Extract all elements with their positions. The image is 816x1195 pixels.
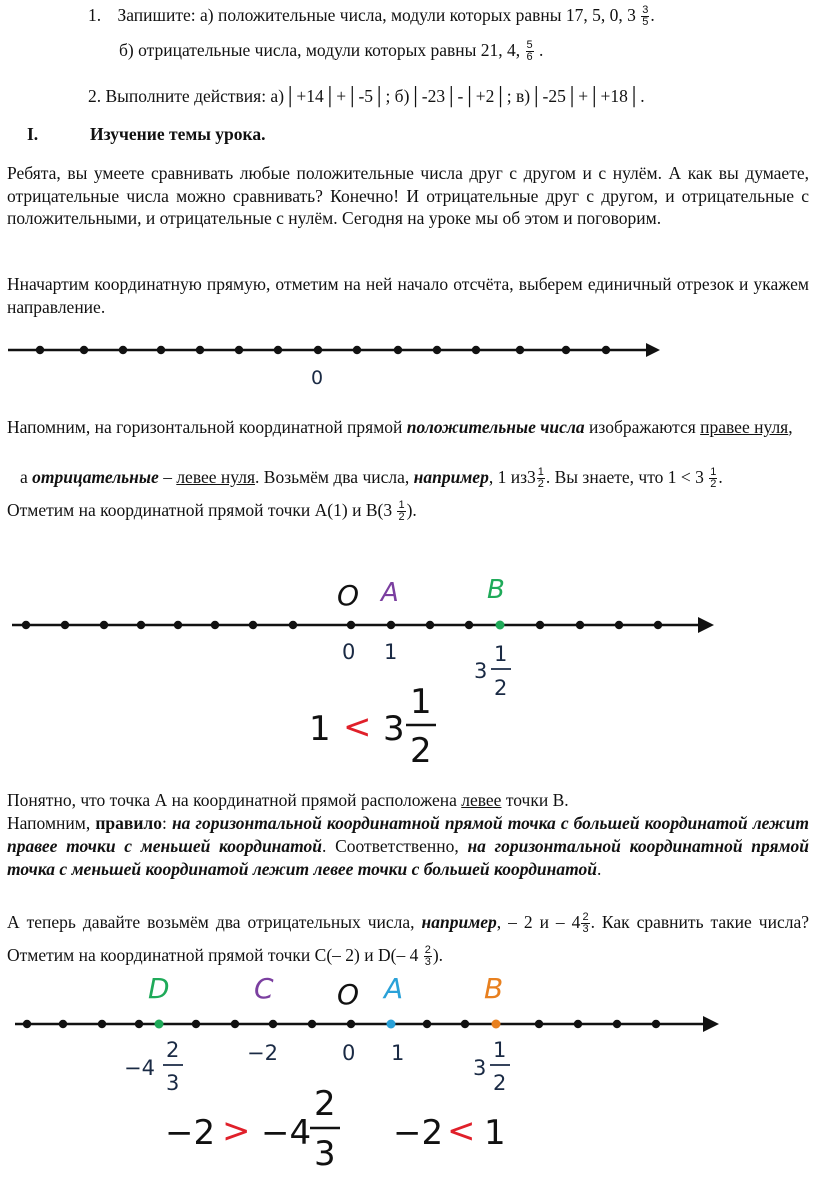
tick-dot xyxy=(231,1020,239,1028)
tick-dot xyxy=(119,346,127,354)
point-label-B: B xyxy=(484,972,504,1005)
ineq1-sign: > xyxy=(222,1111,251,1151)
tick-dot xyxy=(36,346,44,354)
tick-dot xyxy=(423,1020,431,1028)
tick-dot xyxy=(652,1020,660,1028)
tick-dot xyxy=(61,621,69,629)
tick-label-0: 0 xyxy=(342,1041,356,1065)
tick-dot xyxy=(562,346,570,354)
origin-label-O: O xyxy=(337,978,360,1011)
tick-dot xyxy=(289,621,297,629)
point-label-A: A xyxy=(381,578,399,608)
paragraph-remind: Напомним, на горизонтальной координатной прямой положительные числа изображаются правее нуля, xyxy=(7,417,793,437)
section-title: Изучение темы урока. xyxy=(90,124,266,144)
number-line-3 xyxy=(0,970,816,1195)
tick-dot xyxy=(249,621,257,629)
tick-dot xyxy=(516,346,524,354)
tick-dot xyxy=(135,1020,143,1028)
tick-dot xyxy=(387,621,395,629)
tick-dot xyxy=(211,621,219,629)
tick-dot xyxy=(576,621,584,629)
tick-label-B-den: 2 xyxy=(494,676,508,700)
ineq-den: 2 xyxy=(410,731,432,771)
tick-dot xyxy=(192,1020,200,1028)
tick-label-B-num: 1 xyxy=(494,642,508,666)
task-1-line-a: 1. Запишите: а) положительные числа, модули которых равны 17, 5, 0, 3 $\frac{3}{5}$ . xyxy=(88,4,655,29)
ineq2-right: 1 xyxy=(484,1113,506,1153)
tick-dot xyxy=(100,621,108,629)
tick-dot xyxy=(80,346,88,354)
point-B-dot xyxy=(492,1020,501,1029)
task-1-line-b: б) отрицательные числа, модули которых равны 21, 4, $\frac{5}{6}$ . xyxy=(119,39,544,64)
point-A-dot xyxy=(387,1020,396,1029)
point-D-dot xyxy=(155,1020,164,1029)
ineq-sign: < xyxy=(343,707,372,747)
task-1-b-text: б) отрицательные числа, модули которых равны 21, 4, xyxy=(119,40,521,60)
tick-label-C: −2 xyxy=(247,1041,278,1065)
tick-dot xyxy=(137,621,145,629)
task-1-a-fraction: $\frac{3}{5}$ xyxy=(642,4,649,29)
tick-dot xyxy=(347,621,355,629)
tick-dot xyxy=(394,346,402,354)
tick-dot xyxy=(174,621,182,629)
tick-dot xyxy=(59,1020,67,1028)
tick-dot xyxy=(426,621,434,629)
tick-dot xyxy=(574,1020,582,1028)
tick-dot xyxy=(157,346,165,354)
origin-label-O: O xyxy=(337,579,360,612)
tick-dot xyxy=(465,621,473,629)
ineq1-den: 3 xyxy=(314,1134,336,1174)
tick-dot xyxy=(23,1020,31,1028)
tick-label-B-whole: 3 xyxy=(474,659,488,683)
tick-dot xyxy=(22,621,30,629)
axis-arrow xyxy=(703,1016,719,1032)
ineq-whole: 3 xyxy=(383,709,405,749)
tick-dot xyxy=(536,621,544,629)
point-label-D: D xyxy=(148,972,170,1005)
tick-dot xyxy=(654,621,662,629)
ineq1-left: −2 xyxy=(165,1113,216,1153)
axis-arrow xyxy=(646,343,660,357)
tick-dot xyxy=(274,346,282,354)
paragraph-conclusion: Понятно, что точка А на координатной прямой расположена левее точки В. xyxy=(7,790,569,810)
task-1-b-fraction: $\frac{5}{6}$ xyxy=(526,39,533,64)
paragraph-remind-2: а отрицательные – левее нуля. Возьмём два числа, например, 1 из3 $\frac{1}{2}$ . Вы знаете, что 1 < 3 $\frac{1}{2}$ . xyxy=(20,466,723,491)
paragraph-intro: Ребята, вы умеете сравнивать любые положительные числа друг с другом и с нулём. А как вы думаете, отрицательные числа можно сравнивать? Конечно! И отрицательные друг с другом, и отрицательные с положительными, и отрицательные с нулём. Сегодня на уроке мы об этом и поговорим. xyxy=(7,163,809,228)
point-label-A: A xyxy=(384,972,404,1005)
paragraph-draw-line: Нначартим координатную прямую, отметим на ней начало отсчёта, выберем единичный отрезок и укажем направление. xyxy=(7,274,809,317)
tick-dot xyxy=(308,1020,316,1028)
ineq2-sign: < xyxy=(447,1111,476,1151)
tick-dot xyxy=(347,1020,355,1028)
tick-label-0: 0 xyxy=(342,640,356,664)
number-line-1 xyxy=(0,330,816,390)
tick-label-B-num: 1 xyxy=(493,1038,507,1062)
point-B-dot xyxy=(496,621,505,630)
axis-arrow xyxy=(698,617,714,633)
paragraph-mark-points: Отметим на координатной прямой точки А(1) и В(3 $\frac{1}{2}$ ). xyxy=(7,499,417,524)
tick-dot xyxy=(472,346,480,354)
section-number: I. xyxy=(27,124,39,144)
task-1-number: 1. xyxy=(88,5,102,25)
tick-dot xyxy=(196,346,204,354)
tick-dot xyxy=(314,346,322,354)
task-1-a-text: Запишите: а) положительные числа, модули которых равны 17, 5, 0, 3 xyxy=(117,5,636,25)
tick-label-zero: 0 xyxy=(311,367,324,389)
ineq-num: 1 xyxy=(410,682,432,722)
ineq2-left: −2 xyxy=(393,1113,444,1153)
tick-label-D-whole: −4 xyxy=(124,1056,155,1080)
paragraph-rule: Напомним, правило: на горизонтальной координатной прямой точка с большей координатой лежит правее точки с меньшей координатой. Соответственно, на горизонтальной координатной прямой точка с меньшей координатой лежит левее точки с большей координатой. xyxy=(7,813,810,879)
tick-dot xyxy=(461,1020,469,1028)
ineq1-whole: −4 xyxy=(261,1113,312,1153)
paragraph-negatives: А теперь давайте возьмём два отрицательных числа, например, – 2 и – 4 $\frac{2}{3}$ . Как сравнить такие числа? Отметим на координатной прямой точки С(– 2) и D(– 4 $\frac{2}{3}$ ). xyxy=(7,911,809,969)
point-label-C: C xyxy=(254,972,274,1005)
tick-label-B-whole: 3 xyxy=(473,1056,487,1080)
point-label-B: B xyxy=(487,575,505,605)
tick-dot xyxy=(615,621,623,629)
tick-dot xyxy=(98,1020,106,1028)
tick-dot xyxy=(613,1020,621,1028)
tick-label-B-den: 2 xyxy=(493,1071,507,1095)
ineq-left: 1 xyxy=(309,709,331,749)
tick-dot xyxy=(602,346,610,354)
number-line-2 xyxy=(0,565,816,780)
ineq1-num: 2 xyxy=(314,1084,336,1124)
tick-dot xyxy=(433,346,441,354)
tick-dot xyxy=(353,346,361,354)
tick-dot xyxy=(269,1020,277,1028)
tick-label-D-den: 3 xyxy=(166,1071,180,1095)
tick-label-D-num: 2 xyxy=(166,1038,180,1062)
tick-dot xyxy=(535,1020,543,1028)
task-2-line: 2. Выполните действия: а)│+14│+│-5│; б)│-23│-│+2│; в)│-25│+│+18│. xyxy=(88,86,645,106)
tick-dot xyxy=(235,346,243,354)
tick-label-1: 1 xyxy=(391,1041,405,1065)
tick-label-1: 1 xyxy=(384,640,398,664)
